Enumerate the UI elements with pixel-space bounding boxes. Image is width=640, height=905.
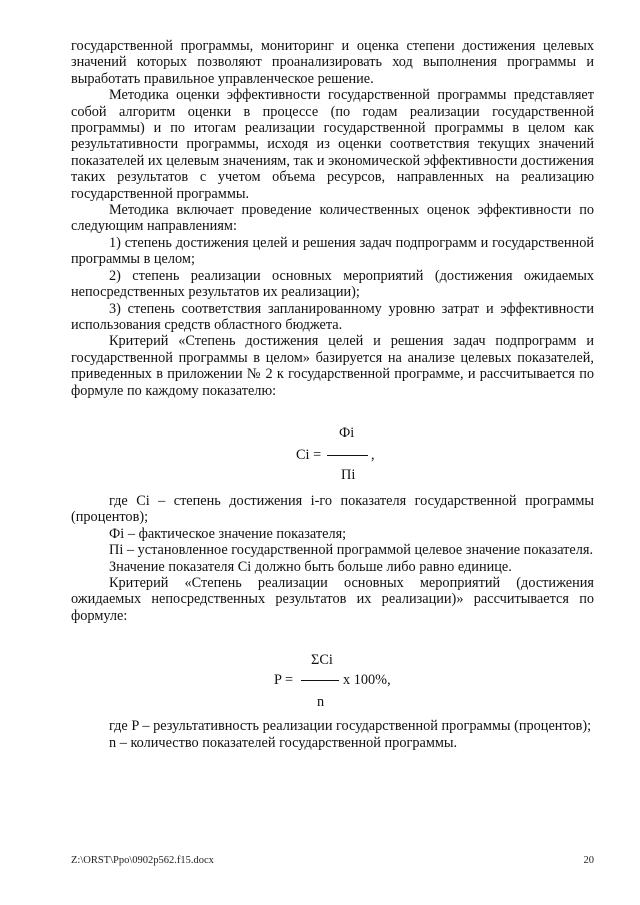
formula-p-lhs: P = (274, 672, 294, 689)
list-item-2: 2) степень реализации основных мероприятий (достижения ожидаемых непосредственных результатов их реализации); (71, 267, 594, 301)
footer-page-number: 20 (583, 855, 594, 866)
formula-p-denominator: n (317, 694, 325, 711)
paragraph-ci-value: Значение показателя Ci должно быть больше либо равно единице. (109, 558, 512, 575)
formula-ci-tail: , (371, 446, 375, 463)
paragraph-ci-definition: где Ci – степень достижения i-го показателя государственной программы (процентов); (71, 492, 594, 526)
paragraph-directions-intro: Методика включает проведение количественных оценок эффективности по следующим направлениям: (71, 202, 594, 235)
footer-file-path: Z:\ORST\Ppo\0902p562.f15.docx (71, 855, 214, 866)
formula-ci-fraction-bar (327, 455, 368, 456)
list-item-1: 1) степень достижения целей и решения задач подпрограмм и государственной программы в целом; (71, 234, 594, 268)
formula-ci-denominator: Пi (341, 466, 356, 483)
document-page (71, 38, 594, 751)
paragraph-criterion-2: Критерий «Степень реализации основных мероприятий (достижения ожидаемых непосредственных результатов их реализации)» рассчитывается по формуле: (71, 574, 594, 624)
paragraph-pi-definition: Пi – установленное государственной программой целевое значение показателя. (109, 542, 594, 559)
formula-p (71, 624, 594, 718)
formula-p-numerator: ΣCi (311, 652, 333, 669)
formula-ci-numerator: Фi (339, 424, 355, 441)
paragraph-criterion-1: Критерий «Степень достижения целей и решения задач подпрограмм и государственной программы в целом» базируется на анализе целевых показателей, приведенных в приложении № 2 к государственной программе, и рассчитывается по формуле по каждому показателю: (71, 333, 594, 399)
formula-ci (71, 399, 594, 493)
list-item-3: 3) степень соответствия запланированному уровню затрат и эффективности использования средств областного бюджета. (71, 300, 594, 333)
formula-p-fraction-bar (301, 680, 339, 681)
paragraph-fi-definition: Фi – фактическое значение показателя; (109, 525, 347, 542)
page-footer (71, 855, 594, 866)
paragraph-n-definition: n – количество показателей государственной программы. (109, 734, 458, 751)
paragraph-methodology: Методика оценки эффективности государственной программы представляет собой алгоритм оценки в процессе (по годам реализации государственной программы) и по итогам реализации государственной программы в целом как результативности программы, исходя из оценки соответствия текущих значений показателей их целевым значениям, так и экономической эффективности достижения таких результатов с учетом объема ресурсов, направленных на реализацию государственной программы. (71, 87, 594, 202)
formula-p-tail: x 100%, (343, 672, 391, 689)
formula-ci-lhs: Ci = (296, 446, 322, 463)
paragraph-continuation: государственной программы, мониторинг и оценка степени достижения целевых значений которых позволяют проанализировать ход выполнения программы и выработать правильное управленческое решение. (71, 38, 594, 87)
paragraph-p-definition: где P – результативность реализации государственной программы (процентов); (109, 718, 592, 735)
